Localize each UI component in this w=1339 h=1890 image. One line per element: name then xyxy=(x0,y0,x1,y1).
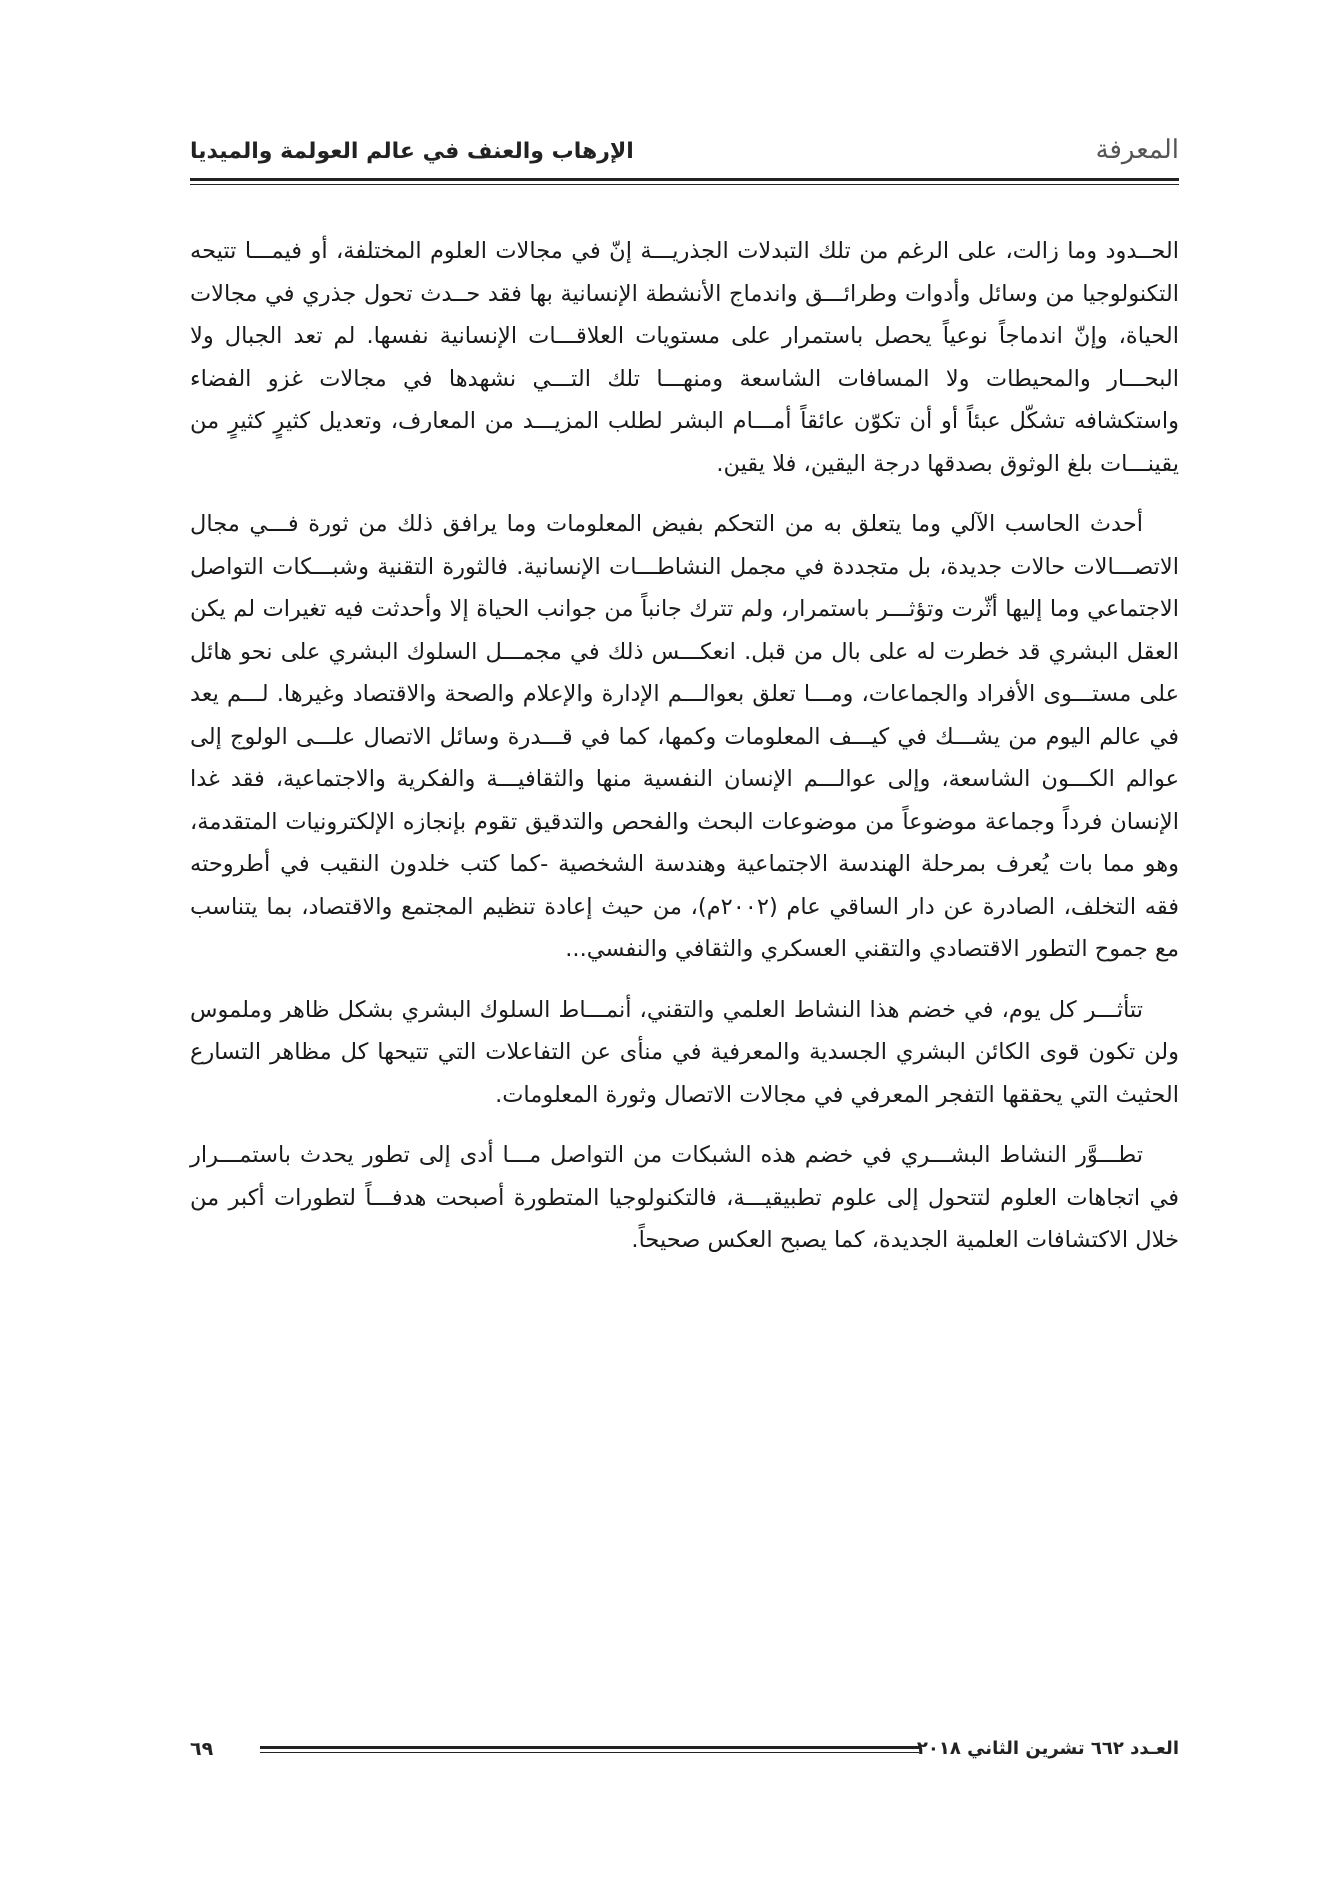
page-footer xyxy=(190,1738,1179,1768)
header-rule-thin xyxy=(190,184,1179,185)
article-body xyxy=(190,230,1179,1280)
page-header xyxy=(190,135,1179,175)
paragraph-2: أحدث الحاسب الآلي وما يتعلق به من التحكم بفيض المعلومات وما يرافق ذلك من ثورة فـــي مجال الاتصـــالات حالات جديدة، بل متجددة في مجمل النشاطـــات الإنسانية. فالثورة التقنية وشبـــكات التواصل الاجتماعي وما إليها أثّرت وتؤثـــر باستمرار، ولم تترك جانباً من جوانب الحياة إلا وأحدثت فيه تغيرات لم يكن العقل البشري قد خطرت له على بال من قبل. انعكـــس ذلك في مجمـــل السلوك البشري على نحو هائل على مستـــوى الأفراد والجماعات، ومـــا تعلق بعوالـــم الإدارة والإعلام والصحة والاقتصاد وغيرها. لـــم يعد في عالم اليوم من يشـــك في كيـــف المعلومات وكمها، كما في قـــدرة وسائل الاتصال علـــى الولوج إلى عوالم الكـــون الشاسعة، وإلى عوالـــم الإنسان النفسية منها والثقافيـــة والفكرية والاجتماعية، فقد غدا الإنسان فرداً وجماعة موضوعاً من موضوعات البحث والفحص والتدقيق تقوم بإنجازه الإلكترونيات المتقدمة، وهو مما بات يُعرف بمرحلة الهندسة الاجتماعية وهندسة الشخصية -كما كتب خلدون النقيب في أطروحته فقه التخلف، الصادرة عن دار الساقي عام (٢٠٠٢م)، من حيث إعادة تنظيم المجتمع والاقتصاد، بما يتناسب مع جموح التطور الاقتصادي والتقني العسكري والثقافي والنفسي... xyxy=(190,511,1180,962)
issue-info: العـدد ٦٦٢ تشرين الثاني ٢٠١٨ xyxy=(916,1738,1179,1759)
article-running-title: الإرهاب والعنف في عالم العولمة والميديا xyxy=(190,139,634,164)
header-rule-thick xyxy=(190,178,1179,181)
magazine-logo: المعرفة xyxy=(1095,135,1179,165)
paragraph-3: تتأثـــر كل يوم، في خضم هذا النشاط العلمي والتقني، أنمـــاط السلوك البشري بشكل ظاهر وملموس ولن تكون قوى الكائن البشري الجسدية والمعرفية في منأى عن التفاعلات التي تتيحها كل مظاهر التسارع الحثيث التي يحققها التفجر المعرفي في مجالات الاتصال وثورة المعلومات. xyxy=(190,996,1179,1108)
footer-rule xyxy=(260,1746,919,1753)
page-number: ٦٩ xyxy=(190,1738,214,1760)
paragraph-4: تطـــوَّر النشاط البشـــري في خضم هذه الشبكات من التواصل مـــا أدى إلى تطور يحدث باستمـــرار في اتجاهات العلوم لتتحول إلى علوم تطبيقيـــة، فالتكنولوجيا المتطورة أصبحت هدفـــاً لتطورات أكبر من خلال الاكتشافات العلمية الجديدة، كما يصبح العكس صحيحاً. xyxy=(190,1142,1179,1253)
paragraph-1: الحــدود وما زالت، على الرغم من تلك التبدلات الجذريـــة إنّ في مجالات العلوم المختلفة، أو فيمـــا تتيحه التكنولوجيا من وسائل وأدوات وطرائـــق واندماج الأنشطة الإنسانية بها فقد حــدث تحول جذري في مجالات الحياة، وإنّ اندماجاً نوعياً يحصل باستمرار على مستويات العلاقـــات الإنسانية نفسها. لم تعد الجبال ولا البحـــار والمحيطات ولا المسافات الشاسعة ومنهـــا تلك التـــي نشهدها في مجالات غزو الفضاء واستكشافه تشكّل عبئاً أو أن تكوّن عائقاً أمـــام البشر لطلب المزيـــد من المعارف، وتعديل كثيرٍ كثيرٍ من يقينـــات بلغ الوثوق بصدقها درجة اليقين، فلا يقين. xyxy=(190,238,1179,477)
